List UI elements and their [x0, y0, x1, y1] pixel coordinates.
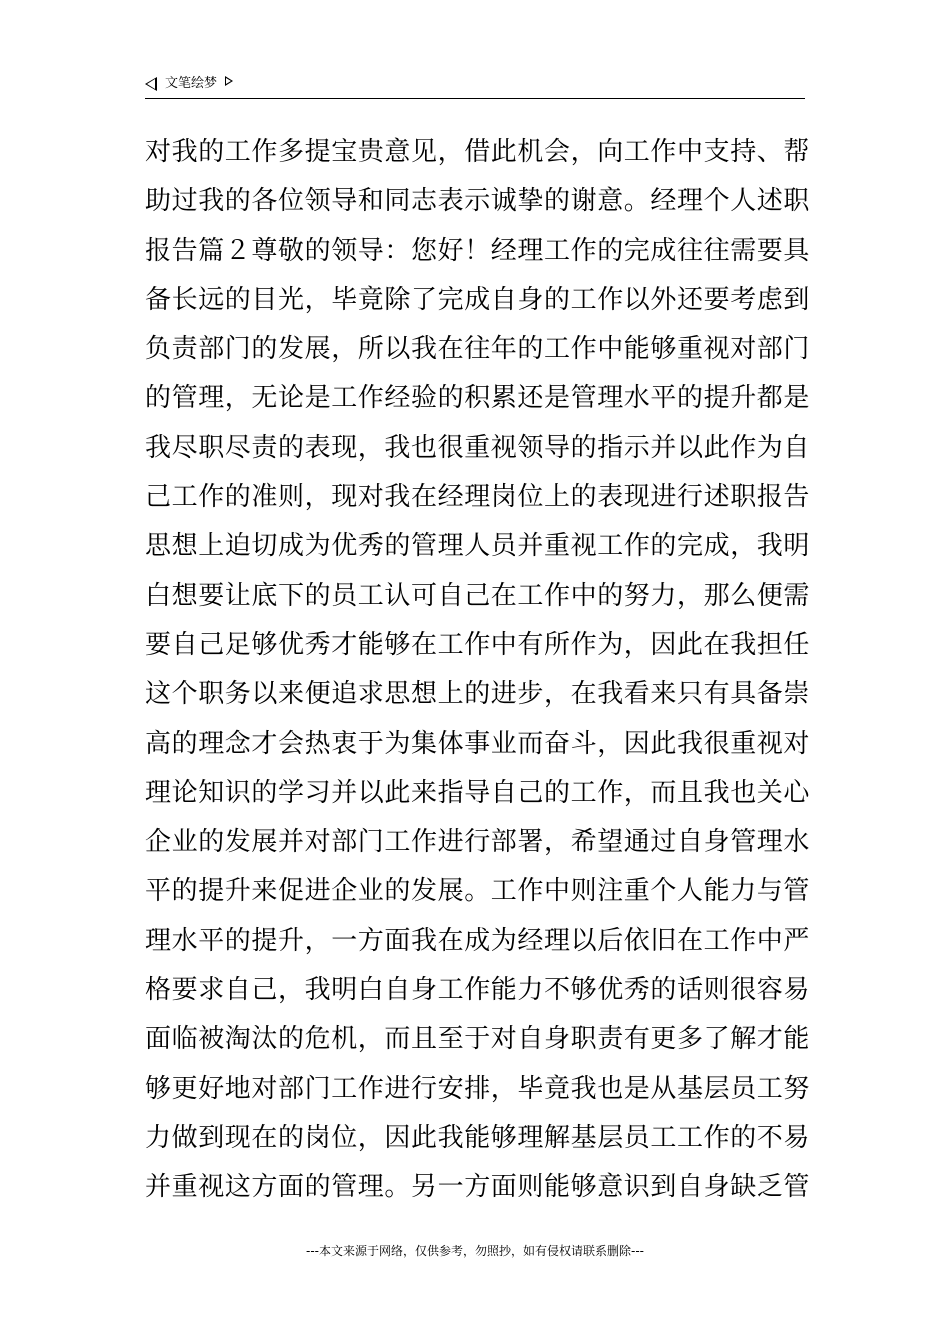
- body-line: 面临被淘汰的危机，而且至于对自身职责有更多了解才能: [145, 1024, 811, 1055]
- header-title: 文笔绘梦: [165, 76, 218, 91]
- body-line: 高的理念才会热衷于为集体事业而奋斗，因此我很重视对: [145, 728, 811, 759]
- body-line: 的管理，无论是工作经验的积累还是管理水平的提升都是: [145, 383, 811, 414]
- body-line: 我尽职尽责的表现，我也很重视领导的指示并以此作为自: [145, 432, 811, 463]
- body-line: 负责部门的发展，所以我在往年的工作中能够重视对部门: [145, 334, 811, 365]
- page-header: [145, 72, 805, 99]
- body-line: 平的提升来促进企业的发展。工作中则注重个人能力与管: [145, 876, 811, 907]
- body-line: 力做到现在的岗位，因此我能够理解基层员工工作的不易: [145, 1122, 811, 1153]
- body-line: 并重视这方面的管理。另一方面则能够意识到自身缺乏管: [145, 1172, 811, 1203]
- document-body: [145, 128, 811, 1213]
- triangle-right-icon: [225, 76, 233, 86]
- header-title-group: [145, 76, 233, 92]
- page-footer: ---本文来源于网络，仅供参考，勿照抄，如有侵权请联系删除---: [306, 1244, 644, 1258]
- body-line: 这个职务以来便追求思想上的进步，在我看来只有具备崇: [145, 679, 811, 710]
- body-line: 助过我的各位领导和同志表示诚挚的谢意。经理个人述职: [145, 186, 811, 217]
- body-line: 够更好地对部门工作进行安排，毕竟我也是从基层员工努: [145, 1073, 811, 1104]
- body-line: 理论知识的学习并以此来指导自己的工作，而且我也关心: [145, 777, 811, 808]
- body-line: 格要求自己，我明白自身工作能力不够优秀的话则很容易: [145, 975, 811, 1006]
- body-line: 企业的发展并对部门工作进行部署，希望通过自身管理水: [145, 827, 811, 858]
- body-line: 报告篇２尊敬的领导：您好！经理工作的完成往往需要具: [145, 235, 811, 266]
- body-line: 理水平的提升，一方面我在成为经理以后依旧在工作中严: [145, 925, 811, 956]
- body-line: 要自己足够优秀才能够在工作中有所作为，因此在我担任: [145, 629, 811, 660]
- triangle-left-icon: [145, 77, 157, 91]
- body-line: 备长远的目光，毕竟除了完成自身的工作以外还要考虑到: [145, 284, 811, 315]
- body-line: 白想要让底下的员工认可自己在工作中的努力，那么便需: [145, 580, 811, 611]
- body-line: 思想上迫切成为优秀的管理人员并重视工作的完成，我明: [145, 531, 811, 562]
- body-line: 对我的工作多提宝贵意见，借此机会，向工作中支持、帮: [145, 137, 811, 167]
- body-line: 己工作的准则，现对我在经理岗位上的表现进行述职报告: [145, 482, 811, 513]
